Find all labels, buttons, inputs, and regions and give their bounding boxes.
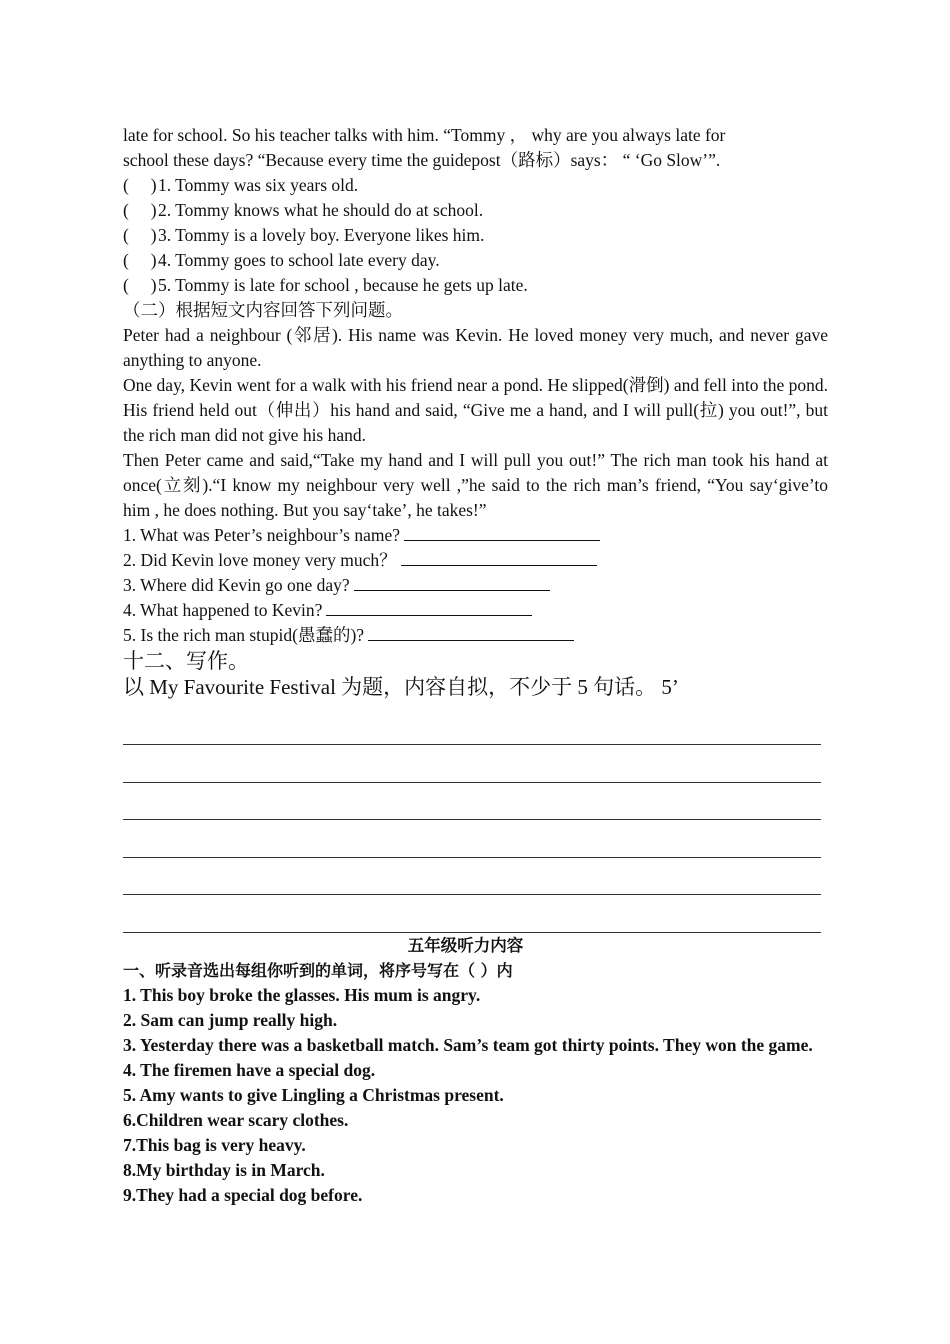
- tf-item: [123, 198, 828, 223]
- answer-paren[interactable]: ( ): [123, 225, 157, 245]
- question-item: [123, 623, 828, 648]
- section2-heading: （二）根据短文内容回答下列问题。: [123, 300, 403, 320]
- tf-text: 4. Tommy goes to school late every day.: [158, 250, 440, 270]
- tf-item: [123, 273, 828, 298]
- writing-line[interactable]: [123, 745, 821, 783]
- passage2-para2: One day, Kevin went for a walk with his friend near a pond. He slipped(滑倒) and fell into the pond. His friend held out（伸出）his hand and said, “Give me a hand, and I will pull(拉) you out!”, but the rich man did not give his hand.: [123, 375, 828, 445]
- tf-item: [123, 173, 828, 198]
- tf-text: 2. Tommy knows what he should do at school.: [158, 200, 484, 220]
- listening-item: 9.They had a special dog before.: [123, 1184, 363, 1205]
- question-item: [123, 598, 828, 623]
- writing-prompt: 以 My Favourite Festival 为题，内容自拟，不少于 5 句话。 5’: [123, 675, 679, 699]
- writing-line[interactable]: [123, 820, 821, 858]
- listening-instruction: 一、听录音选出每组你听到的单词，将序号写在（ ）内: [123, 960, 513, 980]
- answer-paren[interactable]: ( ): [123, 275, 157, 295]
- listening-item: 4. The firemen have a special dog.: [123, 1059, 376, 1080]
- listening-title: 五年级听力内容: [407, 935, 524, 955]
- answer-blank[interactable]: [354, 574, 550, 591]
- question-text: 5. Is the rich man stupid(愚蠢的)?: [123, 625, 365, 645]
- answer-blank[interactable]: [404, 524, 600, 541]
- writing-line[interactable]: [123, 783, 821, 821]
- passage2-para3: Then Peter came and said,“Take my hand and I will pull you out!” The rich man took his hand at once(立刻).“I know my neighbour very well ,”he said to the rich man’s friend, “You say‘give’to him , he does nothing. But you say‘take’, he takes!”: [123, 450, 828, 520]
- tf-text: 1. Tommy was six years old.: [158, 175, 359, 195]
- listening-item: 6.Children wear scary clothes.: [123, 1109, 349, 1130]
- answer-paren[interactable]: ( ): [123, 250, 157, 270]
- question-text: 4. What happened to Kevin?: [123, 600, 323, 620]
- tf-text: 5. Tommy is late for school , because he gets up late.: [158, 275, 528, 295]
- passage1-line2: school these days? “Because every time the guidepost（路标）says： “ ‘Go Slow’”.: [123, 150, 721, 170]
- listening-item: 3. Yesterday there was a basketball match. Sam’s team got thirty points. They won the game.: [123, 1034, 813, 1055]
- answer-paren[interactable]: ( ): [123, 200, 157, 220]
- question-text: 3. Where did Kevin go one day?: [123, 575, 350, 595]
- listening-item: 5. Amy wants to give Lingling a Christmas present.: [123, 1084, 504, 1105]
- true-false-list: [123, 173, 828, 298]
- answer-blank[interactable]: [326, 599, 532, 616]
- question-item: [123, 573, 828, 598]
- answer-blank[interactable]: [401, 549, 597, 566]
- tf-text: 3. Tommy is a lovely boy. Everyone likes him.: [158, 225, 485, 245]
- question-text: 1. What was Peter’s neighbour’s name?: [123, 525, 401, 545]
- tf-item: [123, 248, 828, 273]
- writing-heading: 十二、写作。: [123, 649, 249, 673]
- listening-item: 8.My birthday is in March.: [123, 1159, 325, 1180]
- passage2-para1: Peter had a neighbour (邻居). His name was Kevin. He loved money very much, and never gave anything to anyone.: [123, 325, 828, 370]
- writing-lines[interactable]: [123, 710, 828, 933]
- listening-item: 1. This boy broke the glasses. His mum is angry.: [123, 984, 481, 1005]
- passage1-line1: late for school. So his teacher talks with him. “Tommy ， why are you always late for: [123, 125, 726, 145]
- question-list: [123, 523, 828, 648]
- question-item: [123, 548, 828, 573]
- tf-item: [123, 223, 828, 248]
- document-page: [123, 123, 828, 1208]
- listening-item: 7.This bag is very heavy.: [123, 1134, 306, 1155]
- listening-item: 2. Sam can jump really high.: [123, 1009, 338, 1030]
- question-item: [123, 523, 828, 548]
- answer-blank[interactable]: [368, 624, 574, 641]
- listening-list: [123, 983, 828, 1208]
- writing-line[interactable]: [123, 895, 821, 933]
- writing-line[interactable]: [123, 710, 821, 745]
- writing-line[interactable]: [123, 858, 821, 896]
- question-text: 2. Did Kevin love money very much？: [123, 550, 397, 570]
- answer-paren[interactable]: ( ): [123, 175, 157, 195]
